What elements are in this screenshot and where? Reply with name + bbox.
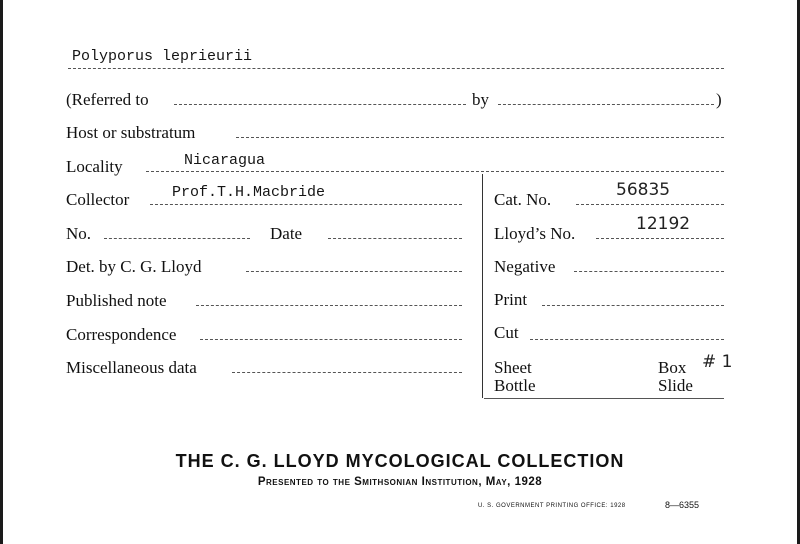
print-label: Print xyxy=(494,290,528,309)
by-line xyxy=(498,104,714,105)
bottle-label: Bottle xyxy=(494,376,536,395)
negative-line xyxy=(574,271,724,272)
collection-title: THE C. G. LLOYD MYCOLOGICAL COLLECTION xyxy=(175,451,625,471)
lloyds-no-label: Lloyd’s No. xyxy=(494,224,576,243)
by-label: by xyxy=(472,90,489,109)
locality-value: Nicaragua xyxy=(184,152,266,169)
form-number: 8—6355 xyxy=(665,500,700,510)
close-paren: ) xyxy=(716,90,722,109)
print-line xyxy=(542,305,724,306)
species-line xyxy=(68,68,724,69)
species-name: Polyporus leprieurii xyxy=(72,48,253,65)
collector-line xyxy=(150,204,462,205)
det-by-line xyxy=(246,271,462,272)
locality-label: Locality xyxy=(66,157,123,176)
collector-value: Prof.T.H.Macbride xyxy=(172,184,326,201)
date-line xyxy=(328,238,462,239)
no-line xyxy=(104,238,250,239)
box-number: # 1 xyxy=(702,352,733,372)
date-label: Date xyxy=(270,224,303,243)
slide-label: Slide xyxy=(658,376,693,395)
published-note-line xyxy=(196,305,462,306)
referred-to-line xyxy=(174,104,466,105)
cat-no-line xyxy=(576,204,724,205)
misc-data-line xyxy=(232,372,462,373)
det-by-label: Det. by C. G. Lloyd xyxy=(66,257,202,276)
correspondence-label: Correspondence xyxy=(66,325,177,344)
negative-label: Negative xyxy=(494,257,556,276)
collector-label: Collector xyxy=(66,190,130,209)
published-note-label: Published note xyxy=(66,291,167,310)
cat-no-label: Cat. No. xyxy=(494,190,552,209)
box-label: Box xyxy=(658,358,687,377)
host-label: Host or substratum xyxy=(66,123,196,142)
cut-label: Cut xyxy=(494,323,519,342)
printing-office-note: U. S. GOVERNMENT PRINTING OFFICE: 1928 xyxy=(478,503,626,509)
lloyds-no-value: 12192 xyxy=(636,214,691,234)
no-label: No. xyxy=(66,224,92,243)
referred-to-label: (Referred to xyxy=(66,90,149,109)
sheet-label: Sheet xyxy=(494,358,532,377)
cat-no-value: 56835 xyxy=(616,180,671,200)
misc-data-label: Miscellaneous data xyxy=(66,358,197,377)
locality-line xyxy=(146,171,724,172)
correspondence-line xyxy=(200,339,462,340)
lloyds-no-line xyxy=(596,238,724,239)
host-line xyxy=(236,137,724,138)
cut-line xyxy=(530,339,724,340)
right-box-bottom-line xyxy=(484,398,724,399)
collection-subtitle: Presented to the Smithsonian Institution, May, 1928 xyxy=(257,476,543,488)
right-box-divider xyxy=(482,174,483,398)
